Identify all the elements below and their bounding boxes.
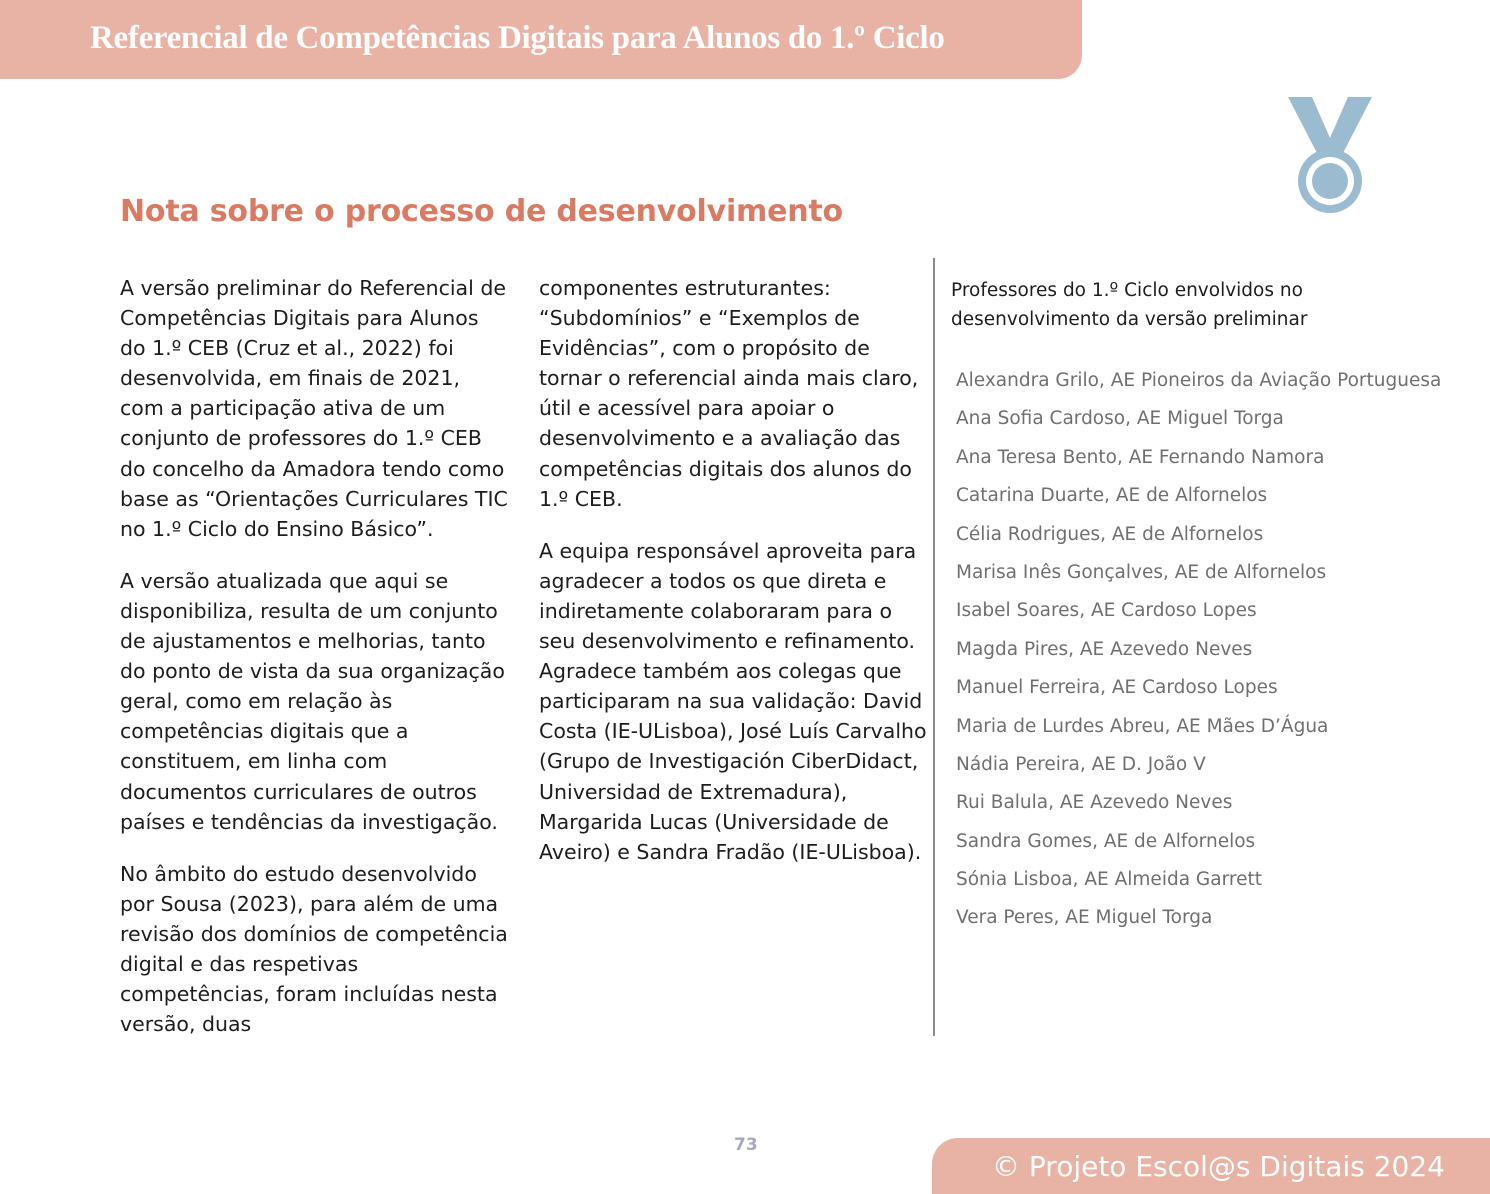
footer-band — [932, 1138, 1490, 1194]
paragraph: componentes estruturantes: “Subdomínios” e “Exemplos de Evidências”, com o propósito de tornar o referencial ainda mais claro, útil e acessível para apoiar o desenvolvimento e a avaliação das competências digitais dos alunos do 1.º CEB. — [539, 276, 919, 511]
list-item: Alexandra Grilo, AE Pioneiros da Aviação Portuguesa — [956, 370, 1442, 391]
header-band — [0, 0, 1082, 79]
text-column-1 — [120, 273, 510, 1061]
list-item: Nádia Pereira, AE D. João V — [956, 753, 1206, 775]
list-item: Ana Sofia Cardoso, AE Miguel Torga — [956, 408, 1284, 430]
list-item: Marisa Inês Gonçalves, AE de Alfornelos — [956, 561, 1327, 583]
paragraph: A versão atualizada que aqui se disponibiliza, resulta de um conjunto de ajustamentos e melhorias, tanto do ponto de vista da sua organização geral, como em relação às competências digitais que a constituem, em linha com documentos curriculares de outros países e tendências da investigação. — [120, 568, 505, 834]
section-title: Nota sobre o processo de desenvolvimento — [120, 194, 843, 229]
list-item: Vera Peres, AE Miguel Torga — [956, 907, 1213, 929]
list-item: Sónia Lisboa, AE Almeida Garrett — [956, 869, 1262, 891]
list-item: Catarina Duarte, AE de Alfornelos — [956, 485, 1268, 507]
header-title: Referencial de Competências Digitais para Alunos do 1.º Ciclo — [90, 20, 945, 56]
column-divider — [933, 258, 935, 1036]
list-item: Magda Pires, AE Azevedo Neves — [956, 638, 1253, 660]
list-item: Maria de Lurdes Abreu, AE Mães D’Água — [956, 715, 1329, 737]
sidebar-heading: Professores do 1.º Ciclo envolvidos no desenvolvimento da versão preliminar — [951, 280, 1308, 330]
paragraph: A versão preliminar do Referencial de Competências Digitais para Alunos do 1.º CEB (Cruz et al., 2022) foi desenvolvida, em finais de 2021, com a participação ativa de um conjunto de professores do 1.º CEB do concelho da Amadora tendo como base as “Orientações Curriculares TIC no 1.º Ciclo do Ensino Básico”. — [120, 276, 508, 541]
people-list — [956, 366, 1441, 942]
list-item: Sandra Gomes, AE de Alfornelos — [956, 830, 1256, 852]
list-item: Manuel Ferreira, AE Cardoso Lopes — [956, 677, 1278, 699]
list-item: Rui Balula, AE Azevedo Neves — [956, 792, 1233, 814]
paragraph: No âmbito do estudo desenvolvido por Sousa (2023), para além de uma revisão dos domínios de competência digital e das respetivas competências, foram incluídas nesta versão, duas — [120, 861, 508, 1037]
list-item: Ana Teresa Bento, AE Fernando Namora — [956, 446, 1325, 468]
text-column-2 — [539, 273, 927, 889]
copyright-text: © Projeto Escol@s Digitais 2024 — [992, 1150, 1445, 1183]
list-item: Isabel Soares, AE Cardoso Lopes — [956, 600, 1257, 622]
medal-icon — [1284, 95, 1376, 217]
list-item: Célia Rodrigues, AE de Alfornelos — [956, 523, 1264, 545]
page-number: 73 — [734, 1135, 758, 1155]
paragraph: A equipa responsável aproveita para agradecer a todos os que direta e indiretamente colaboraram para o seu desenvolvimento e refinamento. Agradece também aos colegas que participaram na sua validação: David Costa (IE-ULisboa), José Luís Carvalho (Grupo de Investigación CiberDidact, Universidad de Extremadura), Margarida Lucas (Universidade de Aveiro) e Sandra Fradão (IE-ULisboa). — [539, 538, 927, 864]
